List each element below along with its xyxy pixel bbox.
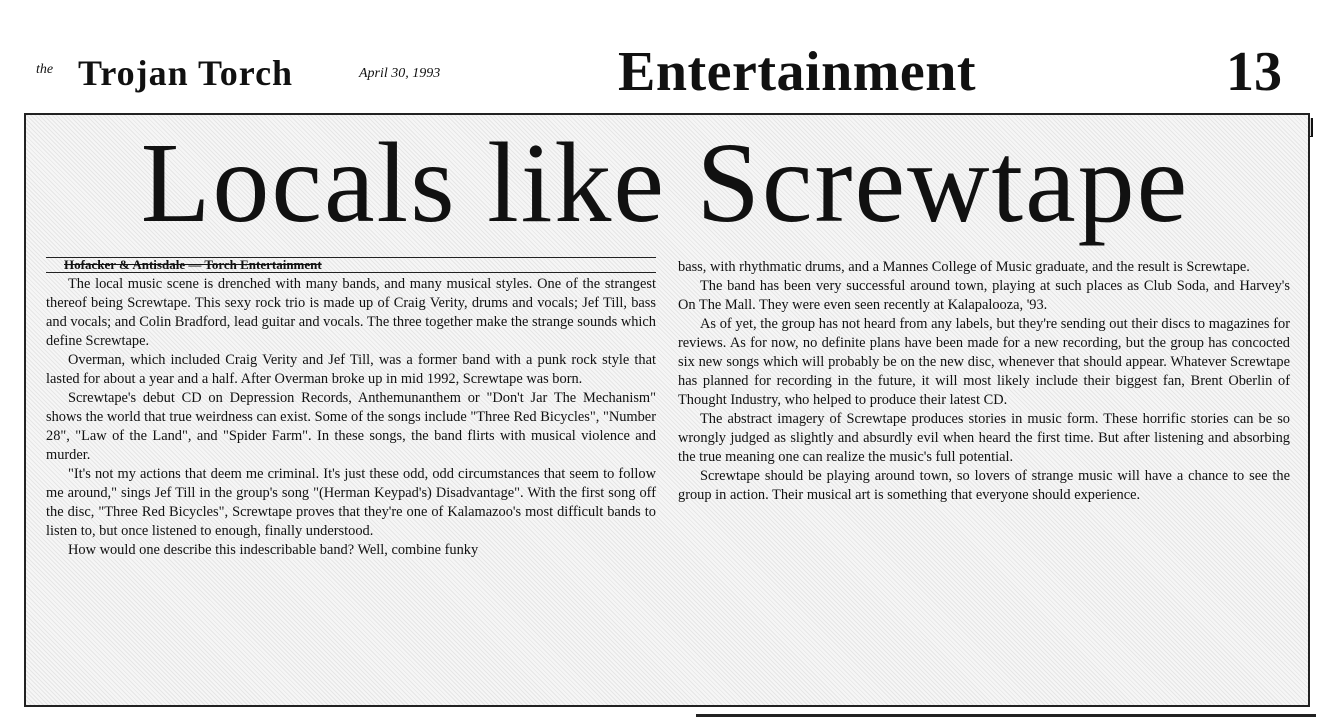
page-number: 13	[1218, 40, 1290, 104]
paragraph: How would one describe this indescribable band? Well, combine funky	[68, 542, 479, 558]
section-title: Entertainment	[612, 40, 982, 104]
issue-date: April 30, 1993	[356, 66, 443, 82]
paragraph: "It's not my actions that deem me criminal. It's just these odd, odd circumstances that seem to follow me around," sings Jef Till in the group's song "(Herman Keypad's) Disadvantage". With the first song off the disc, "Three Red Bicycles", Screwtape proves that they're one of Kalamazoo's most difficult bands to listen to, but once listened to enough, finally understood.	[46, 466, 656, 539]
byline: Hofacker & Antisdale — Torch Entertainment	[64, 257, 322, 272]
article-box	[24, 113, 1310, 707]
headline: Locals like Screwtape	[140, 119, 1190, 246]
paragraph-continuation: bass, with rhythmatic drums, and a Mannes College of Music graduate, and the result is Screwtape.	[678, 259, 1250, 275]
paragraph: The local music scene is drenched with many bands, and many musical styles. One of the strangest thereof being Screwtape. This sexy rock trio is made up of Craig Verity, drums and vocals; Jef Till, bass and vocals; and Colin Bradford, lead guitar and vocals. The three together make the strange sounds which define Screwtape.	[46, 276, 656, 349]
paragraph: Overman, which included Craig Verity and Jef Till, was a former band with a punk rock style that lasted for about a year and a half. After Overman broke up in mid 1992, Screwtape was born.	[46, 352, 656, 387]
bottom-rule	[696, 714, 1316, 717]
paper-name: Trojan Torch	[72, 52, 299, 94]
masthead-the: the	[36, 62, 54, 77]
paragraph: The band has been very successful around town, playing at such places as Club Soda, and Harvey's On The Mall. They were even seen recently at Kalapalooza, '93.	[678, 278, 1290, 313]
paragraph: Screwtape should be playing around town, so lovers of strange music will have a chance to see the group in action. Their musical art is something that everyone should experience.	[678, 468, 1290, 503]
right-column	[678, 258, 1290, 505]
left-column	[46, 275, 656, 560]
paragraph: As of yet, the group has not heard from any labels, but they're sending out their discs to magazines for reviews. As for now, no definite plans have been made for a new recording, but the group has concocted six new songs which will probably be on the new disc, whenever that should appear. Whatever Screwtape has planned for recording in the future, it will most likely include their biggest fan, Brent Oberlin of Thought Industry, who helped to produce their latest CD.	[678, 316, 1290, 408]
byline-bar	[46, 257, 656, 273]
paragraph: The abstract imagery of Screwtape produces stories in music form. These horrific stories can be so wrongly judged as slightly and absurdly evil when heard the first time. But after listening and absorbing the true meaning one can realize the music's full potential.	[678, 411, 1290, 465]
paragraph: Screwtape's debut CD on Depression Records, Anthemunanthem or "Don't Jar The Mechanism" shows the world that true weirdness can exist. Some of the songs include "Three Red Bicycles", "Number 28", "Law of the Land", and "Spider Farm". In these songs, the band flirts with musical violence and murder.	[46, 390, 656, 463]
